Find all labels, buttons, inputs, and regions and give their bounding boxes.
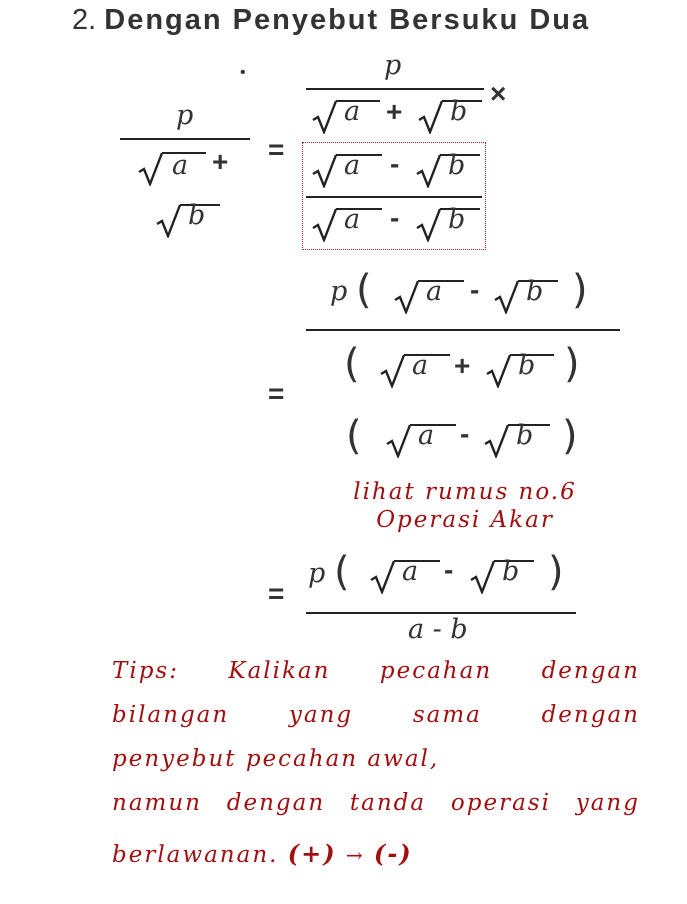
lhs-var-a: a xyxy=(172,150,189,181)
equals-sign: = xyxy=(268,134,285,165)
sqrt-icon xyxy=(312,208,338,242)
step3-num-var-b: b xyxy=(502,556,520,587)
step2-den2-var-b: b xyxy=(516,420,534,451)
box-den-var-a: a xyxy=(344,204,361,235)
lhs-numerator-p: p xyxy=(176,100,194,131)
step2-den1-var-a: a xyxy=(412,350,429,381)
step2-num-p: p xyxy=(330,276,348,307)
sqrt-icon xyxy=(312,154,338,188)
step2-den1-var-b: b xyxy=(518,350,536,381)
sqrt-icon xyxy=(312,100,338,134)
rhs1-var-b: b xyxy=(450,96,468,127)
lhs-plus: + xyxy=(212,146,229,177)
tips-word: dengan xyxy=(541,702,640,728)
sqrt-icon xyxy=(484,424,510,458)
minus-sign-parenthesized: (-) xyxy=(373,839,413,868)
plus-sign-parenthesized: (+) xyxy=(287,839,337,868)
tips-word: pecahan xyxy=(379,658,493,684)
sqrt-icon xyxy=(156,204,182,238)
tips-word: namun xyxy=(112,790,202,816)
sqrt-icon xyxy=(486,354,512,388)
lhs-var-b: b xyxy=(188,200,206,231)
sqrt-icon xyxy=(416,208,442,242)
sqrt-icon xyxy=(418,100,444,134)
sqrt-icon xyxy=(494,280,520,314)
step2-den2-minus: - xyxy=(460,418,470,449)
tips-word: operasi xyxy=(450,790,551,816)
equals-sign: = xyxy=(268,578,285,609)
sqrt-icon xyxy=(138,152,164,186)
tips-line-2 xyxy=(112,704,640,727)
box-fraction-bar xyxy=(306,196,482,198)
step2-den2-var-a: a xyxy=(418,420,435,451)
sqrt-icon xyxy=(380,354,406,388)
note-line-1: lihat rumus no.6 xyxy=(353,479,577,505)
tips-line-1 xyxy=(112,660,640,683)
note-line-2: Operasi Akar xyxy=(376,507,554,533)
box-num-var-a: a xyxy=(344,150,361,181)
tips-line-5 xyxy=(112,839,640,868)
tips-word: yang xyxy=(288,702,354,728)
tips-word: berlawanan. xyxy=(112,842,279,868)
step2-den1-paren-open: ( xyxy=(344,341,360,387)
tips-word: sama xyxy=(412,702,482,728)
step2-den1-paren-close: ) xyxy=(564,341,580,387)
box-den-minus: - xyxy=(390,202,400,233)
sqrt-icon xyxy=(470,560,496,594)
rhs1-plus: + xyxy=(386,96,403,127)
tips-word: tanda xyxy=(349,790,427,816)
section-title: Dengan Penyebut Bersuku Dua xyxy=(104,4,591,36)
section-number: 2. xyxy=(72,4,97,36)
step2-num-var-b: b xyxy=(526,276,544,307)
tips-word: dengan xyxy=(226,790,326,816)
step2-fraction-bar xyxy=(306,329,620,331)
tips-word: yang xyxy=(575,790,640,816)
times-sign: × xyxy=(490,78,507,109)
tips-word: dengan xyxy=(541,658,640,684)
tips-word: Tips: xyxy=(112,658,179,684)
box-num-minus: - xyxy=(390,148,400,179)
arrow-right-icon: → xyxy=(345,843,365,867)
box-num-var-b: b xyxy=(448,150,466,181)
bullet-dot: • xyxy=(240,64,246,81)
tips-word: bilangan xyxy=(112,702,230,728)
box-den-var-b: b xyxy=(448,204,466,235)
tips-word: Kalikan xyxy=(228,658,331,684)
sqrt-icon xyxy=(370,560,396,594)
step3-num-var-a: a xyxy=(402,556,419,587)
step2-num-minus: - xyxy=(470,274,480,305)
equals-sign: = xyxy=(268,378,285,409)
step2-num-paren-close: ) xyxy=(572,267,588,313)
sqrt-icon xyxy=(416,154,442,188)
step3-num-minus: - xyxy=(444,554,454,585)
step2-num-paren-open: ( xyxy=(356,267,372,313)
step3-num-paren-open: ( xyxy=(334,549,350,595)
sqrt-icon xyxy=(386,424,412,458)
step3-denominator: a - b xyxy=(408,614,468,645)
rhs1-numerator-p: p xyxy=(384,50,402,81)
step2-num-var-a: a xyxy=(426,276,443,307)
sqrt-icon xyxy=(394,280,420,314)
step2-den2-paren-close: ) xyxy=(562,413,578,459)
rhs1-var-a: a xyxy=(344,96,361,127)
formula-reference-note xyxy=(342,478,588,534)
step3-num-p: p xyxy=(308,558,326,589)
lhs-fraction-bar xyxy=(120,138,250,140)
tips-line-4 xyxy=(112,792,640,815)
tips-line-3: penyebut pecahan awal, xyxy=(112,746,440,772)
section-heading xyxy=(72,4,590,37)
rhs1-fraction-bar xyxy=(306,88,484,90)
step3-num-paren-close: ) xyxy=(548,549,564,595)
step2-den1-plus: + xyxy=(454,350,471,381)
step2-den2-paren-open: ( xyxy=(346,413,362,459)
